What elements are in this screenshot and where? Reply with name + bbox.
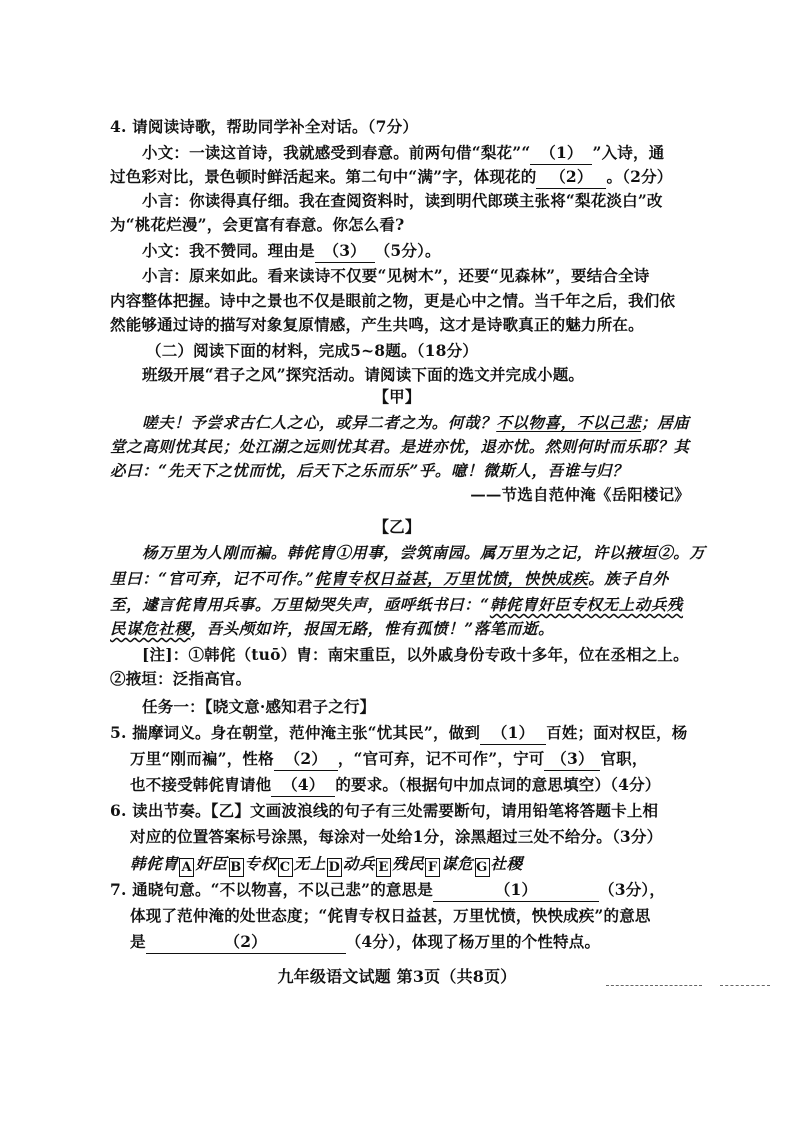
break-option-E[interactable]: E [376, 858, 391, 877]
q4-line: 内容整体把握。诗中之景也不仅是眼前之物，更是心中之情。当千年之后，我们依 [110, 291, 676, 310]
section-intro: 班级开展“君子之风”探究活动。请阅读下面的选文并完成小题。 [142, 365, 585, 384]
task1-title: 任务一：【晓文意·感知君子之行】 [142, 697, 376, 716]
divider [606, 985, 702, 986]
q4-line: 小言：原来如此。看来读诗不仅要“见树木”，还要“见森林”，要结合全诗 [142, 266, 650, 285]
q7-line: 是 （2） （4分），体现了杨万里的个性特点。 [130, 931, 794, 954]
q4-title: 4. 请阅读诗歌，帮助同学补全对话。（7分） [110, 117, 419, 136]
q5-blank-1[interactable]: （1） [480, 722, 546, 745]
passage-jia-line: 必曰：“先天下之忧而忧，后天下之乐而乐”乎。噫！微斯人，吾谁与归？ [110, 461, 629, 480]
q7-line: 7. 通晓句意。“不以物喜，不以己悲”的意思是 （1） （3分）， [110, 879, 794, 902]
q4-line: 然能够通过诗的描写对象复原情感，产生共鸣，这才是诗歌真正的魅力所在。 [110, 315, 644, 334]
q6-line: 6. 读出节奏。【乙】文画波浪线的句子有三处需要断句，请用铅笔将答题卡上相 [110, 801, 659, 820]
q4-blank-2[interactable]: （2） [536, 166, 606, 189]
q7-line: 体现了范仲淹的处世态度；“侂胄专权日益甚，万里忧愤，怏怏成疾”的意思 [130, 906, 651, 925]
passage-yi-line: 杨万里为人刚而褊。韩侂胄①用事，尝筑南园。属万里为之记，许以掖垣②。万 [142, 543, 706, 562]
q4-line: 小文：一读这首诗，我就感受到春意。前两句借“梨花”“ （1） ”入诗，通 [142, 142, 794, 165]
q4-blank-1[interactable]: （1） [530, 142, 592, 165]
passage-yi-line: 里曰：“官可弃，记不可作。”侂胄专权日益甚，万里忧愤，怏怏成疾。族子自外 [110, 569, 669, 588]
section-title: （二）阅读下面的材料，完成5~8题。（18分） [146, 341, 478, 360]
passage-jia-line: 堂之高则忧其民；处江湖之远则忧其君。是进亦忧，退亦忧。然则何时而乐耶？其 [110, 437, 690, 456]
break-option-G[interactable]: G [476, 860, 488, 875]
break-option-A[interactable]: A [179, 858, 194, 877]
q4-line: 小言：你读得真仔细。我在查阅资料时，读到明代郎瑛主张将“梨花淡白”改 [142, 191, 663, 210]
break-option-F[interactable]: F [425, 858, 440, 877]
divider [720, 985, 770, 986]
break-option-B[interactable]: B [230, 860, 242, 875]
passage-jia-line: 嗟夫！予尝求古仁人之心，或异二者之为。何哉？不以物喜，不以己悲；居庙 [142, 413, 690, 432]
q5-line: 万里“刚而褊”，性格 （2） ，“官可弃，记不可作”，宁可 （3） 官职， [130, 748, 794, 771]
passage-yi-line: 民谋危社稷，吾头颅如许，报国无路，惟有孤愤！”落笔而逝。 [110, 619, 555, 638]
q4-line: 过色彩对比，景色顿时鲜活起来。第二句中“满”字，体现花的 （2） 。（2分） [110, 166, 794, 189]
q5-blank-4[interactable]: （4） [271, 774, 335, 797]
q4-blank-3[interactable]: （3） [315, 240, 375, 263]
passage-jia-source: ——节选自范仲淹《岳阳楼记》 [470, 485, 690, 504]
underlined-sentence: 侂胄专权日益甚，万里忧愤，怏怏成疾 [314, 569, 589, 588]
page-footer: 九年级语文试题 第3页（共8页） [277, 967, 517, 986]
passage-yi-line: 至，遽言侂胄用兵事。万里恸哭失声，亟呼纸书曰：“韩侂胄奸臣专权无上动兵残 [110, 595, 684, 614]
q5-line: 也不接受韩侂胄请他 （4） 的要求。（根据句中加点词的意思填空）（4分） [130, 774, 794, 797]
q5-line: 5. 揣摩词义。身在朝堂，范仲淹主张“忧其民”，做到 （1） 百姓；面对权臣，杨 [110, 722, 794, 745]
break-option-C[interactable]: C [278, 858, 293, 877]
q5-blank-2[interactable]: （2） [274, 748, 338, 771]
wavy-sentence: 韩侂胄奸臣专权无上动兵残 [489, 595, 684, 614]
underlined-sentence: 不以物喜，不以己悲 [496, 413, 642, 432]
q4-line: 小文：我不赞同。理由是 （3） （5分）。 [142, 240, 794, 263]
q7-blank-1[interactable]: （1） [433, 879, 599, 902]
q7-blank-2[interactable]: （2） [146, 931, 346, 954]
q5-blank-3[interactable]: （3） [544, 748, 600, 771]
q6-line: 对应的位置答案标号涂黑，每涂对一处给1分，涂黑超过三处不给分。（3分） [130, 827, 663, 846]
q4-line: 为“桃花烂漫”，会更富有春意。你怎么看? [110, 215, 405, 234]
break-option-D[interactable]: D [328, 860, 341, 875]
q6-segmentation: 韩侂胄 A 奸臣 B 专权 C 无上 D 动兵 E 残民 F 谋危 G 社稷 [130, 854, 523, 875]
note-line: [注]：①韩侂（tuō）胄：南宋重臣，以外戚身份专政十多年，位在丞相之上。 [142, 645, 689, 664]
wavy-sentence: 民谋危社稷 [110, 619, 191, 638]
note-line: ②掖垣：泛指高官。 [110, 669, 252, 688]
passage-yi-heading: 【乙】 [373, 517, 421, 536]
passage-jia-heading: 【甲】 [373, 387, 421, 406]
